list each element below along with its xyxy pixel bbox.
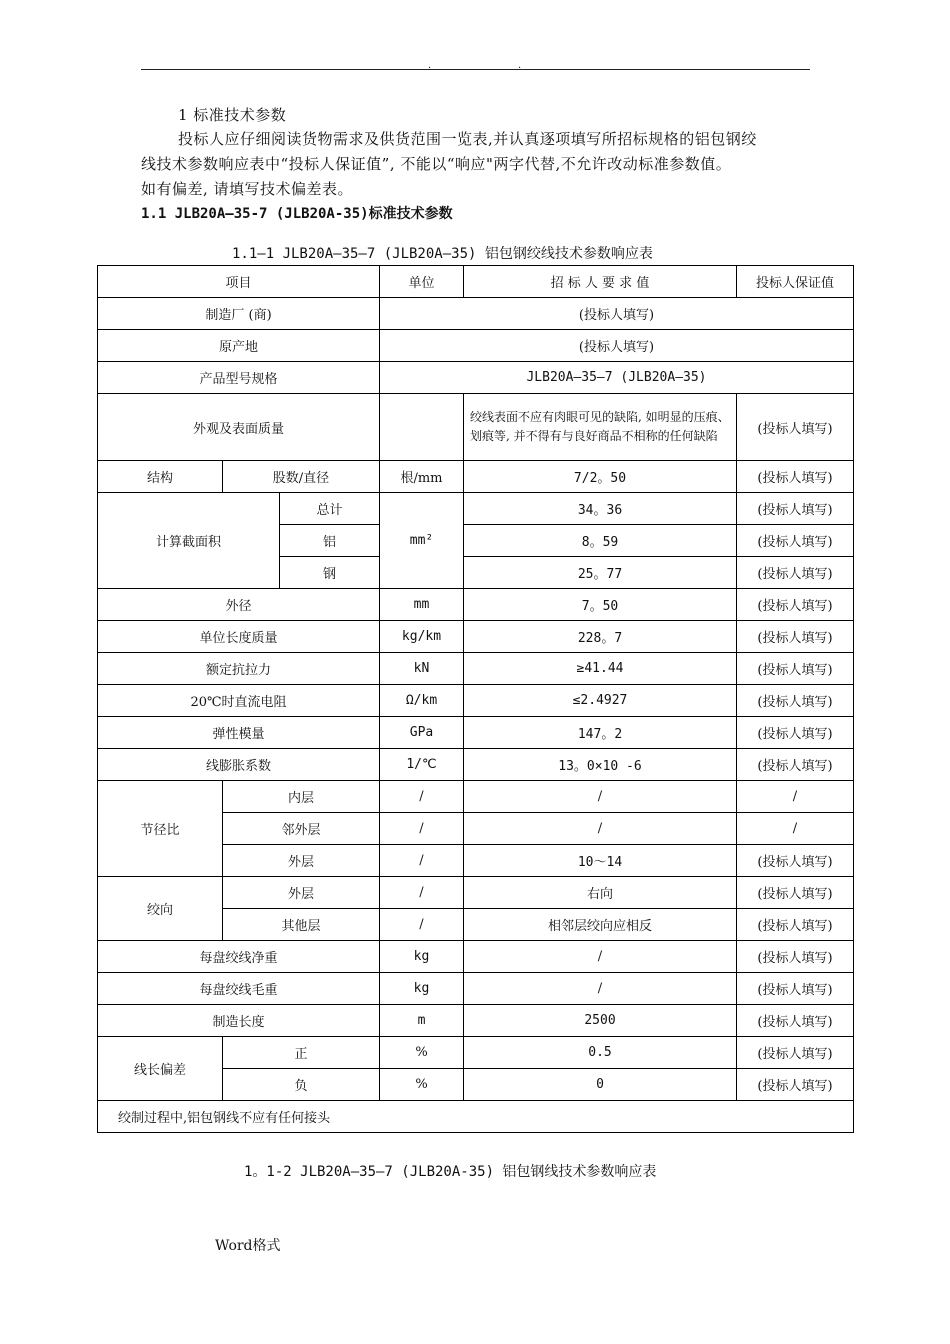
- value-cell: 2500: [464, 1005, 737, 1037]
- header-guaranteed: 投标人保证值: [737, 266, 854, 298]
- fill-cell: (投标人填写): [737, 525, 854, 557]
- section-heading: 1 标准技术参数: [178, 106, 287, 124]
- fill-cell: (投标人填写): [737, 685, 854, 717]
- paragraph-line: 投标人应仔细阅读货物需求及供货范围一览表,并认真逐项填写所招标规格的铝包钢绞: [178, 130, 757, 148]
- table-row: [98, 653, 854, 685]
- footer-label: Word格式: [215, 1238, 281, 1254]
- value-cell: 10～14: [464, 845, 737, 877]
- fill-cell: (投标人填写): [737, 653, 854, 685]
- unit-cell: %: [380, 1069, 464, 1101]
- table-row: [98, 1005, 854, 1037]
- fill-cell: (投标人填写): [737, 493, 854, 525]
- fill-cell: (投标人填写): [737, 394, 854, 461]
- value-cell: 7/2。50: [464, 461, 737, 493]
- value-cell: /: [464, 781, 737, 813]
- fill-cell: (投标人填写): [737, 973, 854, 1005]
- fill-cell: (投标人填写): [380, 298, 854, 330]
- row-sublabel: 总计: [280, 493, 380, 525]
- unit-cell: 1/℃: [380, 749, 464, 781]
- header-dot: .: [428, 60, 432, 71]
- row-label: 节径比: [98, 781, 223, 877]
- row-label: 线长偏差: [98, 1037, 223, 1101]
- fill-cell: (投标人填写): [380, 330, 854, 362]
- table-row: [98, 589, 854, 621]
- unit-cell: kg/km: [380, 621, 464, 653]
- table-row: [98, 781, 854, 813]
- unit-cell: GPa: [380, 717, 464, 749]
- fill-cell: (投标人填写): [737, 909, 854, 941]
- row-label: 外径: [98, 589, 380, 621]
- value-cell: /: [464, 813, 737, 845]
- unit-cell: kg: [380, 941, 464, 973]
- row-sublabel: 股数/直径: [223, 461, 380, 493]
- guarantee-cell: /: [737, 781, 854, 813]
- row-label: 结构: [98, 461, 223, 493]
- table-row: [98, 621, 854, 653]
- unit-cell: /: [380, 813, 464, 845]
- table-note-row: [98, 1101, 854, 1133]
- guarantee-cell: /: [737, 813, 854, 845]
- row-label: 外观及表面质量: [98, 394, 380, 461]
- value-cell: 相邻层绞向应相反: [464, 909, 737, 941]
- header-dot: .: [518, 60, 522, 71]
- unit-cell: kg: [380, 973, 464, 1005]
- row-sublabel: 负: [223, 1069, 380, 1101]
- row-label: 弹性模量: [98, 717, 380, 749]
- value-cell: 34。36: [464, 493, 737, 525]
- table-header-row: [98, 266, 854, 298]
- table-row: [98, 941, 854, 973]
- header-rule: [141, 69, 810, 70]
- paragraph-line: 线技术参数响应表中“投标人保证值”, 不能以“响应"两字代替,不允许改动标准参数值。: [141, 155, 732, 173]
- row-label: 线膨胀系数: [98, 749, 380, 781]
- fill-cell: (投标人填写): [737, 941, 854, 973]
- unit-cell: /: [380, 877, 464, 909]
- fill-cell: (投标人填写): [737, 461, 854, 493]
- table-row: [98, 461, 854, 493]
- value-cell: 147。2: [464, 717, 737, 749]
- table-row: [98, 717, 854, 749]
- value-cell: 右向: [464, 877, 737, 909]
- table-row: [98, 1037, 854, 1069]
- row-sublabel: 内层: [223, 781, 380, 813]
- fill-cell: (投标人填写): [737, 557, 854, 589]
- next-table-caption: 1。1-2 JLB20A—35—7 (JLB20A-35) 铝包钢线技术参数响应表: [244, 1164, 657, 1180]
- value-cell: 0.5: [464, 1037, 737, 1069]
- header-required: 招 标 人 要 求 值: [464, 266, 737, 298]
- header-unit: 单位: [380, 266, 464, 298]
- unit-cell: 根/mm: [380, 461, 464, 493]
- fill-cell: (投标人填写): [737, 749, 854, 781]
- value-cell: 13。0×10 -6: [464, 749, 737, 781]
- value-cell: /: [464, 973, 737, 1005]
- value-cell: 8。59: [464, 525, 737, 557]
- value-cell: 25。77: [464, 557, 737, 589]
- fill-cell: (投标人填写): [737, 877, 854, 909]
- unit-cell: Ω/km: [380, 685, 464, 717]
- row-sublabel: 正: [223, 1037, 380, 1069]
- fill-cell: (投标人填写): [737, 621, 854, 653]
- table-row: [98, 973, 854, 1005]
- fill-cell: (投标人填写): [737, 589, 854, 621]
- unit-cell: /: [380, 781, 464, 813]
- header-item: 项目: [98, 266, 380, 298]
- model-value: JLB20A—35—7 (JLB20A—35): [380, 362, 854, 394]
- row-sublabel: 其他层: [223, 909, 380, 941]
- row-label: 制造厂 (商): [98, 298, 380, 330]
- row-sublabel: 外层: [223, 845, 380, 877]
- fill-cell: (投标人填写): [737, 1037, 854, 1069]
- row-sublabel: 邻外层: [223, 813, 380, 845]
- fill-cell: (投标人填写): [737, 845, 854, 877]
- fill-cell: (投标人填写): [737, 1005, 854, 1037]
- value-cell: 0: [464, 1069, 737, 1101]
- value-cell: ≤2.4927: [464, 685, 737, 717]
- table-row: [98, 493, 854, 525]
- value-cell: 228。7: [464, 621, 737, 653]
- sub-heading: 1.1 JLB20A—35-7 (JLB20A-35)标准技术参数: [141, 206, 453, 222]
- row-label: 20℃时直流电阻: [98, 685, 380, 717]
- fill-cell: (投标人填写): [737, 1069, 854, 1101]
- row-label: 产品型号规格: [98, 362, 380, 394]
- row-sublabel: 钢: [280, 557, 380, 589]
- table-row: [98, 330, 854, 362]
- value-cell: 7。50: [464, 589, 737, 621]
- row-label: 每盘绞线毛重: [98, 973, 380, 1005]
- unit-cell: m: [380, 1005, 464, 1037]
- table-row: [98, 749, 854, 781]
- row-label: 制造长度: [98, 1005, 380, 1037]
- table-row: [98, 298, 854, 330]
- row-label: 绞向: [98, 877, 223, 941]
- row-sublabel: 铝: [280, 525, 380, 557]
- unit-cell: /: [380, 845, 464, 877]
- appearance-value: 绞线表面不应有肉眼可见的缺陷, 如明显的压痕、划痕等, 并不得有与良好商品不相称的任何缺陷: [464, 394, 737, 461]
- unit-cell: mm²: [380, 493, 464, 589]
- unit-cell: mm: [380, 589, 464, 621]
- row-label: 额定抗拉力: [98, 653, 380, 685]
- unit-cell: kN: [380, 653, 464, 685]
- table-row: [98, 394, 854, 461]
- table-row: [98, 685, 854, 717]
- unit-cell: /: [380, 909, 464, 941]
- fill-cell: (投标人填写): [737, 717, 854, 749]
- parameter-table: [97, 265, 854, 1133]
- unit-cell: %: [380, 1037, 464, 1069]
- unit-cell: [380, 394, 464, 461]
- row-label: 单位长度质量: [98, 621, 380, 653]
- value-cell: ≥41.44: [464, 653, 737, 685]
- row-label: 原产地: [98, 330, 380, 362]
- table-caption: 1.1—1 JLB20A—35—7 (JLB20A—35) 铝包钢绞线技术参数响应表: [232, 246, 653, 262]
- table-row: [98, 362, 854, 394]
- table-row: [98, 877, 854, 909]
- table-note: 绞制过程中,铝包钢线不应有任何接头: [98, 1101, 854, 1133]
- value-cell: /: [464, 941, 737, 973]
- row-label: 每盘绞线净重: [98, 941, 380, 973]
- row-label: 计算截面积: [98, 493, 280, 589]
- row-sublabel: 外层: [223, 877, 380, 909]
- paragraph-line: 如有偏差, 请填写技术偏差表。: [141, 180, 354, 198]
